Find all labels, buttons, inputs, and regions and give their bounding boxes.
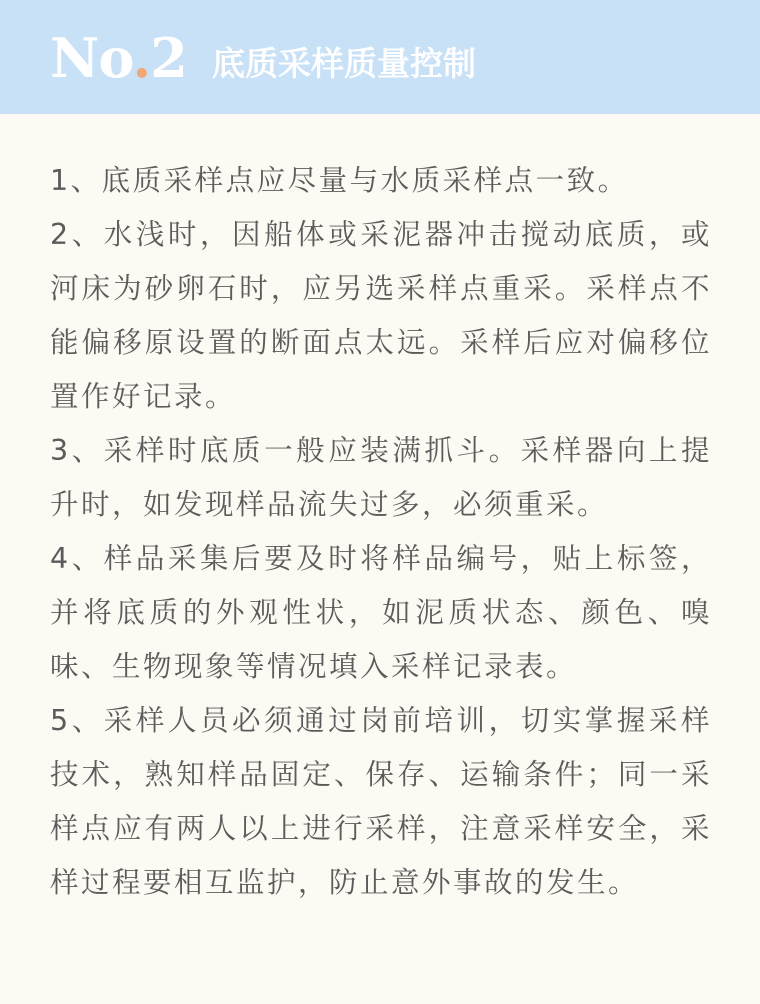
section-number-value: 2: [150, 26, 187, 90]
paragraph-2: 2、水浅时，因船体或采泥器冲击搅动底质，或河床为砂卵石时，应另选采样点重采。采样点不能偏移原设置的断面点太远。采样后应对偏移位置作好记录。: [50, 218, 712, 413]
header-banner: [0, 0, 760, 114]
section-number-prefix: No: [50, 26, 133, 90]
paragraph-1: 1、底质采样点应尽量与水质采样点一致。: [50, 164, 629, 197]
paragraph-3: 3、采样时底质一般应装满抓斗。采样器向上提升时，如发现样品流失过多，必须重采。: [50, 434, 712, 521]
section-number: [50, 26, 187, 90]
section-number-dot: .: [132, 26, 151, 90]
content-body: [50, 154, 712, 910]
section-title: 底质采样质量控制: [212, 44, 476, 83]
paragraph-5: 5、采样人员必须通过岗前培训，切实掌握采样技术，熟知样品固定、保存、运输条件；同一采样点应有两人以上进行采样，注意采样安全，采样过程要相互监护，防止意外事故的发生。: [50, 704, 712, 899]
paragraph-4: 4、样品采集后要及时将样品编号，贴上标签，并将底质的外观性状，如泥质状态、颜色、嗅味、生物现象等情况填入采样记录表。: [50, 542, 712, 683]
